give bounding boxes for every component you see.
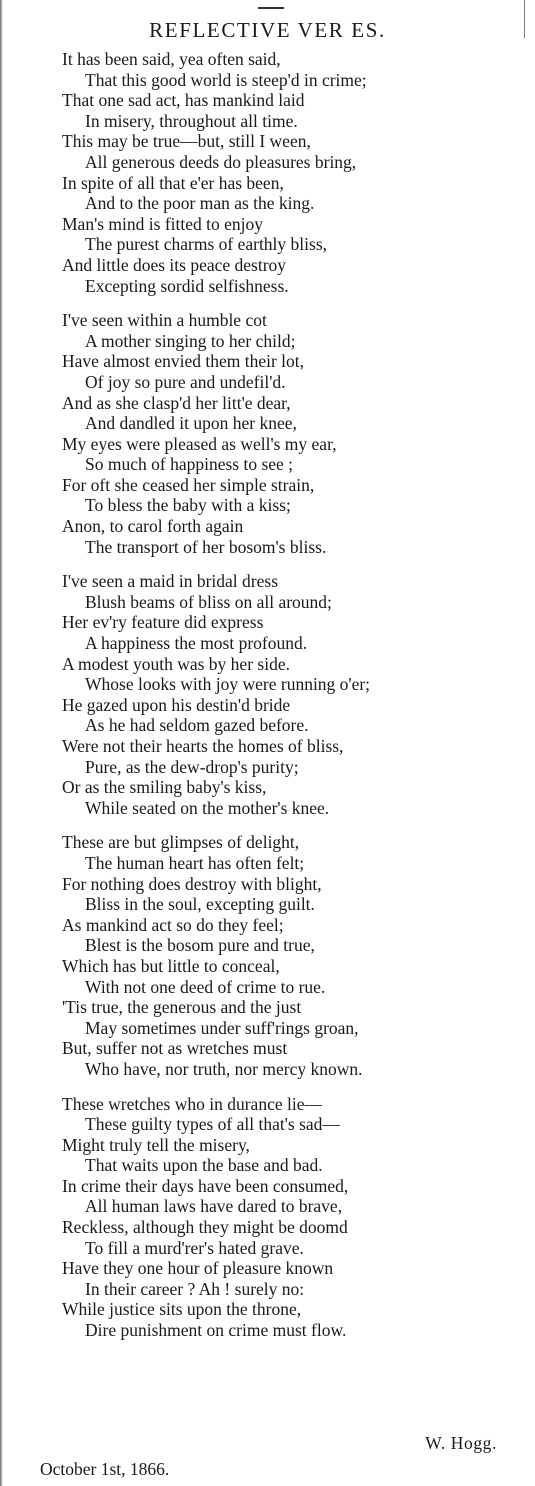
poem-line: So much of happiness to see ; (85, 454, 294, 475)
poem-line: A mother singing to her child; (85, 330, 296, 351)
poem-line: A happiness the most profound. (85, 633, 308, 654)
poem-line: The transport of her bosom's bliss. (85, 536, 327, 557)
poem-line: A modest youth was by her side. (62, 653, 290, 674)
poem-line: Who have, nor truth, nor mercy known. (85, 1058, 363, 1079)
stanza (62, 49, 532, 296)
poem-line: Might truly tell the misery, (62, 1134, 250, 1155)
poem-line: Bliss in the soul, excepting guilt. (85, 894, 315, 915)
poem-line: Dire punishment on crime must flow. (85, 1320, 347, 1341)
poem-line: While seated on the mother's knee. (85, 797, 330, 818)
poem-line: As he had seldom gazed before. (85, 715, 309, 736)
poem-line: That one sad act, has mankind laid (62, 90, 305, 111)
poem-line: I've seen a maid in bridal dress (62, 571, 278, 592)
poem-line: Blush beams of bliss on all around; (85, 591, 332, 612)
poem-line: Anon, to carol forth again (62, 516, 244, 537)
poem-line: Were not their hearts the homes of bliss, (62, 736, 344, 756)
poem-line: That this good world is steep'd in crime; (85, 69, 367, 90)
author-signature: W. Hogg. (425, 1433, 497, 1453)
poem-line: Have they one hour of pleasure known (62, 1258, 334, 1279)
poem-line: Blest is the bosom pure and true, (85, 935, 315, 956)
poem-line: Whose looks with joy were running o'er; (85, 674, 371, 695)
poem-line: Have almost envied them their lot, (62, 351, 305, 372)
poem-line: For nothing does destroy with blight, (62, 873, 322, 894)
poem-line: But, suffer not as wretches must (62, 1038, 288, 1059)
poem-line: And dandled it upon her knee, (85, 413, 297, 434)
poem-line: My eyes were pleased as well's my ear, (62, 433, 337, 454)
poem-line: Or as the smiling baby's kiss, (62, 777, 267, 798)
poem-line: All human laws have dared to brave, (85, 1196, 343, 1217)
poem-body (62, 49, 532, 1355)
poem-line: 'Tis true, the generous and the just (62, 997, 302, 1018)
poem-line: Pure, as the dew-drop's purity; (85, 756, 299, 777)
stanza (62, 1094, 532, 1341)
poem-line: In misery, throughout all time. (85, 110, 298, 131)
poem-line: Excepting sordid selfishness. (85, 275, 289, 296)
poem-line: While justice sits upon the throne, (62, 1299, 302, 1320)
stanza (62, 310, 532, 557)
stanza (62, 571, 532, 818)
poem-line: As mankind act so do they feel; (62, 914, 284, 935)
poem-line: These wretches who in durance lie— (62, 1093, 322, 1114)
poem-line: Which has but little to conceal, (62, 955, 280, 976)
page-edge-shadow (0, 0, 3, 1486)
poem-line: That waits upon the base and bad. (85, 1155, 323, 1176)
poem-line: This may be true—but, still I ween, (62, 131, 311, 152)
poem-line: He gazed upon his destin'd bride (62, 694, 291, 715)
poem-line: In crime their days have been consumed, (62, 1175, 349, 1196)
poem-line: Reckless, although they might be doomd (62, 1217, 348, 1238)
poem-line: For oft she ceased her simple strain, (62, 474, 315, 495)
poem-line: Of joy so pure and undefil'd. (85, 371, 286, 392)
poem-line: In spite of all that e'er has been, (62, 172, 284, 193)
poem-line: With not one deed of crime to rue. (85, 976, 326, 997)
poem-line: To bless the baby with a kiss; (85, 495, 291, 516)
poem-line: The human heart has often felt; (85, 852, 305, 873)
poem-line: These are but glimpses of delight, (62, 832, 300, 853)
poem-line: To fill a murd'rer's hated grave. (85, 1237, 304, 1258)
poem-line: The purest charms of earthly bliss, (85, 234, 328, 255)
poem-line: And as she clasp'd her litt'e dear, (62, 392, 291, 413)
poem-line: All generous deeds do pleasures bring, (85, 151, 357, 172)
stanza (62, 832, 532, 1079)
poem-line: Man's mind is fitted to enjoy (62, 213, 263, 234)
poem-line: Her ev'ry feature did express (62, 612, 264, 633)
poem-line: It has been said, yea often said, (62, 49, 281, 69)
title-rule (258, 7, 284, 9)
poem-line: In their career ? Ah ! surely no: (85, 1278, 305, 1299)
poem-line: And to the poor man as the king. (85, 193, 315, 214)
poem-date: October 1st, 1866. (40, 1459, 170, 1479)
poem-line: May sometimes under suff'rings groan, (85, 1017, 359, 1038)
poem-title: REFLECTIVE VER ES. (149, 18, 386, 42)
poem-line: And little does its peace destroy (62, 254, 287, 275)
poem-line: These guilty types of all that's sad— (85, 1114, 340, 1135)
poem-line: I've seen within a humble cot (62, 310, 267, 331)
